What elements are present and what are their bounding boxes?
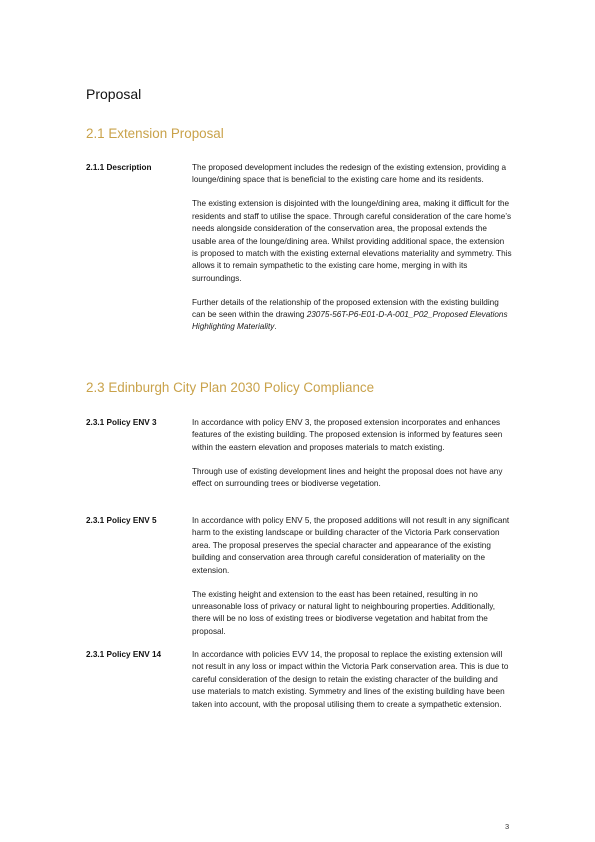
subsection-label: 2.3.1 Policy ENV 5	[86, 516, 157, 525]
paragraph-text: .	[274, 322, 277, 332]
page-number: 3	[505, 822, 510, 831]
subsection-label: 2.3.1 Policy ENV 3	[86, 418, 157, 427]
page-heading: Proposal	[86, 86, 142, 102]
paragraph: The existing extension is disjointed with the lounge/dining area, making it difficult for the residents and staff to utilise the space. Through careful consideration of the care home’s needs alongside consideration of the conservation area, the proposal extends the usable area of the lounge/dining area. Whilst providing additional space, the extension is proposed to match with the existing external elevations materiality and symmetry. This allows it to remain sympathetic to the existing care home, merging in with its surroundings.	[192, 199, 512, 283]
subsection-label: 2.3.1 Policy ENV 14	[86, 650, 162, 659]
section-title-extension-proposal: 2.1 Extension Proposal	[86, 126, 224, 141]
subsection-body	[192, 162, 512, 334]
subsection-body	[192, 417, 512, 491]
paragraph: Through use of existing development lines and height the proposal does not have any effect on surrounding trees or biodiverse vegetation.	[192, 466, 503, 489]
subsection-body	[192, 515, 512, 638]
paragraph: In accordance with policy ENV 3, the proposed extension incorporates and enhances features of the existing building. The proposed extension is informed by features seen within the eastern elevation and proposes materials to match existing.	[192, 418, 503, 452]
paragraph: In accordance with policy ENV 5, the proposed additions will not result in any significant harm to the existing landscape or building character of the Victoria Park conservation area. The proposal preserves the special character and appearance of the existing building and conservation area through careful consideration of materiality on the extension.	[192, 516, 510, 575]
paragraph: The proposed development includes the redesign of the existing extension, providing a lounge/dining space that is beneficial to the existing care home and its residents.	[192, 163, 507, 185]
paragraph-drawing-reference	[192, 297, 512, 334]
drawing-reference: 23075-56T-P6-E01-D-A-001_P02_Proposed Elevations Highlighting Materiality	[192, 310, 508, 332]
paragraph-text: Further details of the relationship of the proposed extension with the existing building can be seen within the drawing	[192, 297, 499, 320]
section-title-policy-compliance: 2.3 Edinburgh City Plan 2030 Policy Compliance	[86, 380, 375, 395]
subsection-body	[192, 649, 512, 711]
paragraph: The existing height and extension to the east has been retained, resulting in no unreasonable loss of privacy or natural light to neighbouring properties. Additionally, there will be no loss of existing trees or biodiverse vegetation and habitat from the proposal.	[192, 589, 495, 636]
paragraph: In accordance with policies EVV 14, the proposal to replace the existing extension will not result in any loss or impact within the Victoria Park conservation area. This is due to careful consideration of the design to retain the existing character of the building and use materials to match existing. Symmetry and lines of the existing building have been taken into account, with the proposal utilising them to create a sympathetic extension.	[192, 650, 509, 709]
subsection-label: 2.1.1 Description	[86, 163, 152, 172]
